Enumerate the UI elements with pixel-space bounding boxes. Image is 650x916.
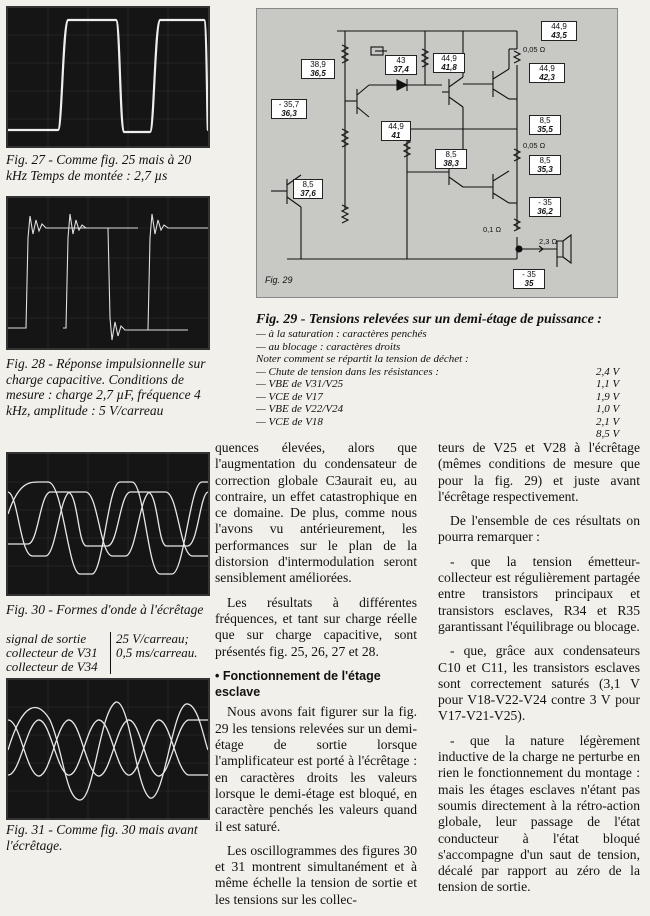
voltage-box: [529, 63, 565, 83]
fig27-caption: Fig. 27 - Comme fig. 25 mais à 20 kHz Temps de montée : 2,7 µs: [6, 152, 192, 183]
voltage-block: 44,9: [388, 122, 404, 131]
drop-row: — VBE de V31/V25 1,1 V: [256, 378, 620, 390]
voltage-block: 44,9: [551, 22, 567, 31]
voltage-block: 8,5: [302, 180, 314, 189]
resistor-value: 2,3 Ω: [539, 237, 558, 246]
voltage-saturation: 36,2: [537, 207, 553, 216]
voltage-block: 8,5: [539, 156, 551, 165]
drop-row: — VCE de V18 2,1 V: [256, 415, 620, 428]
voltage-box: [433, 53, 465, 73]
paragraph: quences élevées, alors que l'augmentation du condensateur de correction globale C3aurait eu, au contraire, un effet catastrophique en ce domaine. De plus, comme nous l'avons vu antérieurement, les performances sur le plan de la distorsion d'intermodulation seront sensiblement améliorées.: [215, 440, 417, 586]
paragraph: Nous avons fait figurer sur la fig. 29 les tensions relevées sur un demi-étage de sortie lorsque l'amplificateur est porté à l'écrêtage : en caractères droits les valeurs lorsque le demi-étage est bloqué, en caractère penchés les valeurs quand il est saturé.: [215, 704, 417, 834]
fig29-caption: [256, 312, 646, 441]
paragraph: - que la tension émetteur-collecteur est régulièrement partagée entre transistors principaux et transistors esclaves, R34 et R35 garantissant l'équilibrage ou blocage.: [438, 553, 640, 634]
voltage-saturation: 37,6: [300, 189, 316, 198]
text-column-2: [438, 440, 640, 904]
paragraph: teurs de V25 et V28 à l'écrêtage (mêmes conditions de mesure que pour la fig. 29) et juste avant l'écrêtage respectivement.: [438, 440, 640, 504]
square-wave-trace: [8, 8, 208, 146]
voltage-saturation: 36,3: [281, 109, 297, 118]
fig30-oscillogram: [6, 452, 210, 596]
voltage-box: [529, 115, 561, 135]
section-heading: • Fonctionnement de l'étage esclave: [215, 668, 381, 700]
drop-row: — VCE de V17 1,9 V: [256, 390, 620, 403]
fig27-oscillogram: [6, 6, 210, 148]
voltage-block: 8,5: [539, 116, 551, 125]
fig31-caption: Fig. 31 - Comme fig. 30 mais avant l'écrêtage.: [6, 822, 198, 853]
resistor-value: 0,05 Ω: [523, 141, 546, 150]
drop-row: — VBE de V22/V24 1,0 V: [256, 403, 620, 415]
pre-clipping-waveforms: [8, 680, 208, 818]
resistor-value: 0,05 Ω: [523, 45, 546, 54]
paragraph: Les résultats à différentes fréquences, et tant sur charge réelle que sur charge capacitive, sont présentés fig. 25, 26, 27 et 28.: [215, 594, 417, 659]
voltage-block: - 35: [522, 270, 536, 279]
paragraph: Les oscillogrammes des figures 30 et 31 montrent simultanément et à même échelle la tension de sortie et les tensions sur les collec-: [215, 842, 417, 907]
fig29-line: — à la saturation : caractères penchés: [256, 328, 427, 340]
resistor-value: 0,1 Ω: [483, 225, 502, 234]
fig28-caption: Fig. 28 - Réponse impulsionnelle sur charge capacitive. Conditions de mesure : charge 2,7 µF, fréquence 4 kHz, amplitude : 5 V/carreau: [6, 356, 206, 418]
voltage-block: 38,9: [310, 60, 326, 69]
voltage-block: - 35: [538, 198, 552, 207]
fig30-row: signal de sortie: [6, 631, 87, 646]
drop-row: — Chute de tension dans les résistances : 2,4 V: [256, 365, 620, 378]
voltage-box: [541, 21, 577, 41]
paragraph: - que, grâce aux condensateurs C10 et C11, les transistors esclaves sont correctement saturés (3,1 V pour V18-V22-V24 contre 3 V pour V17-V21-V25).: [438, 643, 640, 724]
voltage-saturation: 43,5: [551, 31, 567, 40]
figure-label: Fig. 29: [265, 275, 293, 285]
voltage-box: [301, 59, 335, 79]
voltage-block: 44,9: [539, 64, 555, 73]
fig30-row: collecteur de V31: [6, 645, 98, 660]
voltage-saturation: 37,4: [393, 65, 409, 74]
voltage-block: 44,9: [441, 54, 457, 63]
voltage-saturation: 36,5: [310, 69, 326, 78]
paragraph: De l'ensemble de ces résultats on pourra remarquer :: [438, 513, 640, 545]
voltage-saturation: 35: [524, 279, 534, 288]
drop-row-total: 8,5 V: [596, 428, 620, 440]
voltage-saturation: 41,8: [441, 63, 457, 72]
impulse-response-trace: [8, 198, 208, 348]
paragraph: - que la nature légèrement inductive de la charge ne perturbe en rien le fonctionnement du montage : mais les étages esclaves n'étant pas soumis directement à la rétro-action globale, leur passage de l'état conducteur à l'état bloqué s'accompagne d'un saut de tension, décalé par rapport au zéro de la tension de sortie.: [438, 732, 640, 895]
fig28-oscillogram: [6, 196, 210, 350]
voltage-block: - 35,7: [278, 100, 300, 109]
fig31-oscillogram: [6, 678, 210, 820]
fig29-schematic: [256, 8, 618, 298]
fig29-line: Noter comment se répartit la tension de déchet :: [256, 353, 469, 365]
fig29-line: — au blocage : caractères droits: [256, 340, 401, 353]
voltage-box: [529, 197, 561, 217]
text-column-1: [215, 440, 417, 916]
fig30-scale: 25 V/carreau;: [116, 631, 189, 646]
voltage-box: [435, 149, 467, 169]
voltage-saturation: 38,3: [443, 159, 459, 168]
fig29-title: Fig. 29 - Tensions relevées sur un demi-étage de puissance :: [256, 312, 602, 327]
voltage-box: [385, 55, 417, 75]
voltage-box: [529, 155, 561, 175]
voltage-saturation: 35,3: [537, 165, 553, 174]
voltage-block: 8,5: [445, 150, 457, 159]
fig30-scale: 0,5 ms/carreau.: [116, 645, 198, 660]
voltage-box: [293, 179, 323, 199]
voltage-saturation: 41: [391, 131, 401, 140]
voltage-saturation: 42,3: [539, 73, 555, 82]
voltage-saturation: 35,5: [537, 125, 553, 134]
fig30-title: Fig. 30 - Formes d'onde à l'écrêtage: [6, 602, 204, 617]
voltage-box: [513, 269, 545, 289]
voltage-block: 43: [396, 56, 406, 65]
voltage-box: [271, 99, 307, 119]
fig30-row: collecteur de V34: [6, 659, 98, 674]
clipped-waveforms: [8, 454, 208, 594]
voltage-box: [381, 121, 411, 141]
